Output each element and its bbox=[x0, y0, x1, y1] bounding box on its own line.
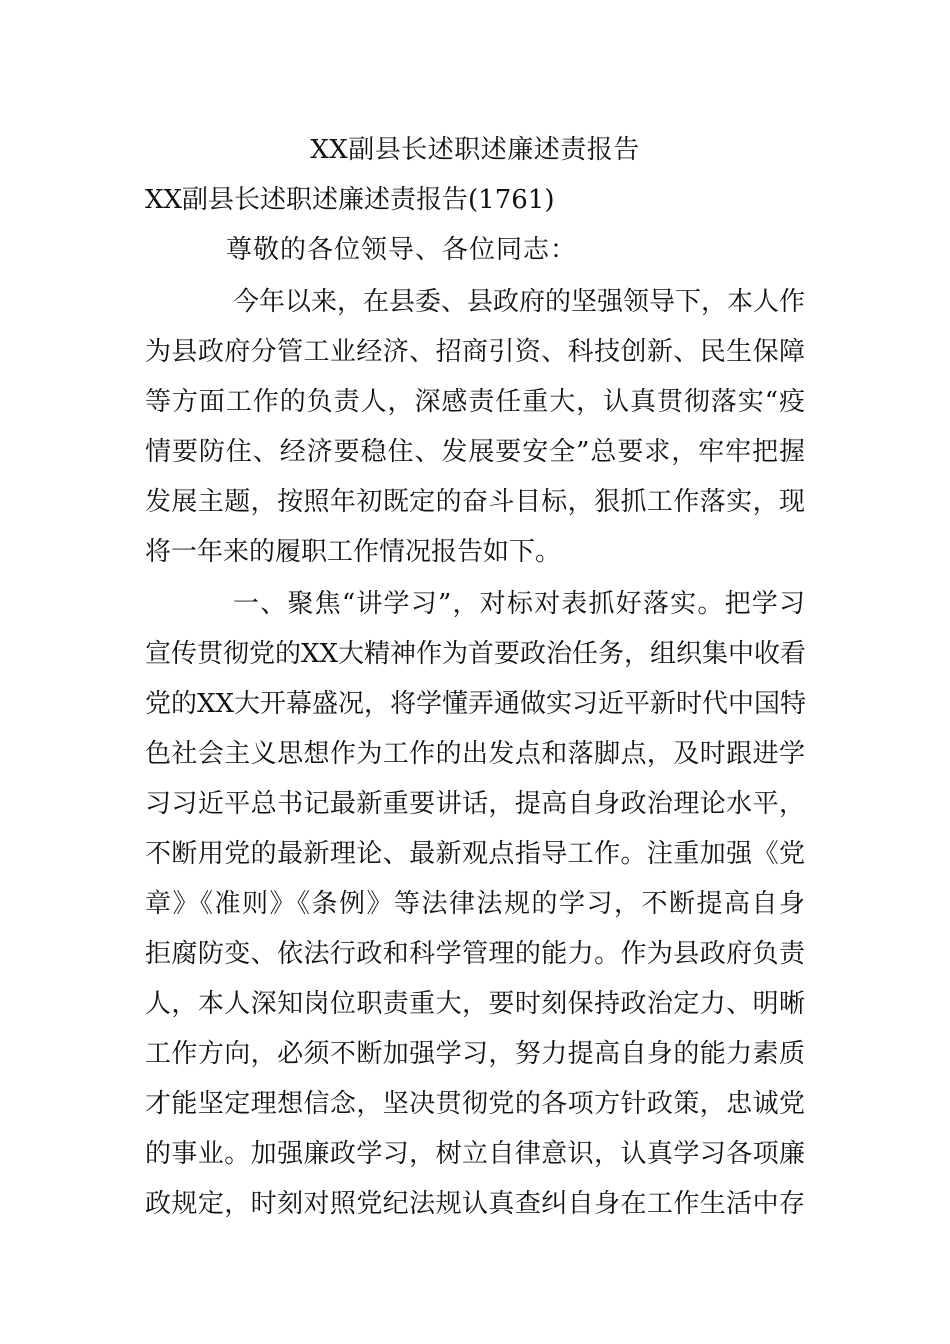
text-line: 等方面工作的负责人，深感责任重大，认真贯彻落实“疫 bbox=[145, 387, 805, 417]
text-line: 的事业。加强廉政学习，树立自律意识，认真学习各项廉 bbox=[145, 1139, 805, 1169]
text-line: 情要防住、经济要稳住、发展要安全”总要求，牢牢把握 bbox=[145, 437, 805, 467]
text-line: 人，本人深知岗位职责重大，要时刻保持政治定力、明晰 bbox=[145, 989, 805, 1019]
document-title: XX副县长述职述廉述责报告 bbox=[310, 135, 640, 165]
text-line: 党的XX大开幕盛况，将学懂弄通做实习近平新时代中国特 bbox=[145, 689, 807, 719]
text-line: 发展主题，按照年初既定的奋斗目标，狠抓工作落实，现 bbox=[145, 487, 805, 517]
text-line: 习习近平总书记最新重要讲话，提高自身政治理论水平， bbox=[145, 789, 805, 819]
text-line: 一、聚焦“讲学习”，对标对表抓好落实。把学习 bbox=[233, 589, 805, 619]
text-line: 政规定，时刻对照党纪法规认真查纠自身在工作生活中存 bbox=[145, 1189, 805, 1219]
paragraph-intro bbox=[145, 277, 805, 577]
text-line: 为县政府分管工业经济、招商引资、科技创新、民生保障 bbox=[145, 337, 805, 367]
text-line: 今年以来，在县委、县政府的坚强领导下，本人作 bbox=[233, 287, 806, 317]
text-line: 工作方向，必须不断加强学习，努力提高自身的能力素质 bbox=[145, 1039, 805, 1069]
text-line: 不断用党的最新理论、最新观点指导工作。注重加强《党 bbox=[145, 839, 805, 869]
paragraph-section-one bbox=[145, 579, 805, 1229]
text-line: 拒腐防变、依法行政和科学管理的能力。作为县政府负责 bbox=[145, 939, 805, 969]
salutation: 尊敬的各位领导、各位同志： bbox=[226, 235, 578, 265]
text-line: 色社会主义思想作为工作的出发点和落脚点，及时跟进学 bbox=[145, 739, 805, 769]
text-line: 章》《准则》《条例》等法律法规的学习，不断提高自身 bbox=[145, 889, 805, 919]
text-line: 将一年来的履职工作情况报告如下。 bbox=[145, 537, 562, 567]
document-subtitle: XX副县长述职述廉述责报告(1761) bbox=[145, 185, 555, 215]
text-line: 宣传贯彻党的XX大精神作为首要政治任务，组织集中收看 bbox=[145, 639, 807, 669]
text-line: 才能坚定理想信念，坚决贯彻党的各项方针政策，忠诚党 bbox=[145, 1089, 805, 1119]
